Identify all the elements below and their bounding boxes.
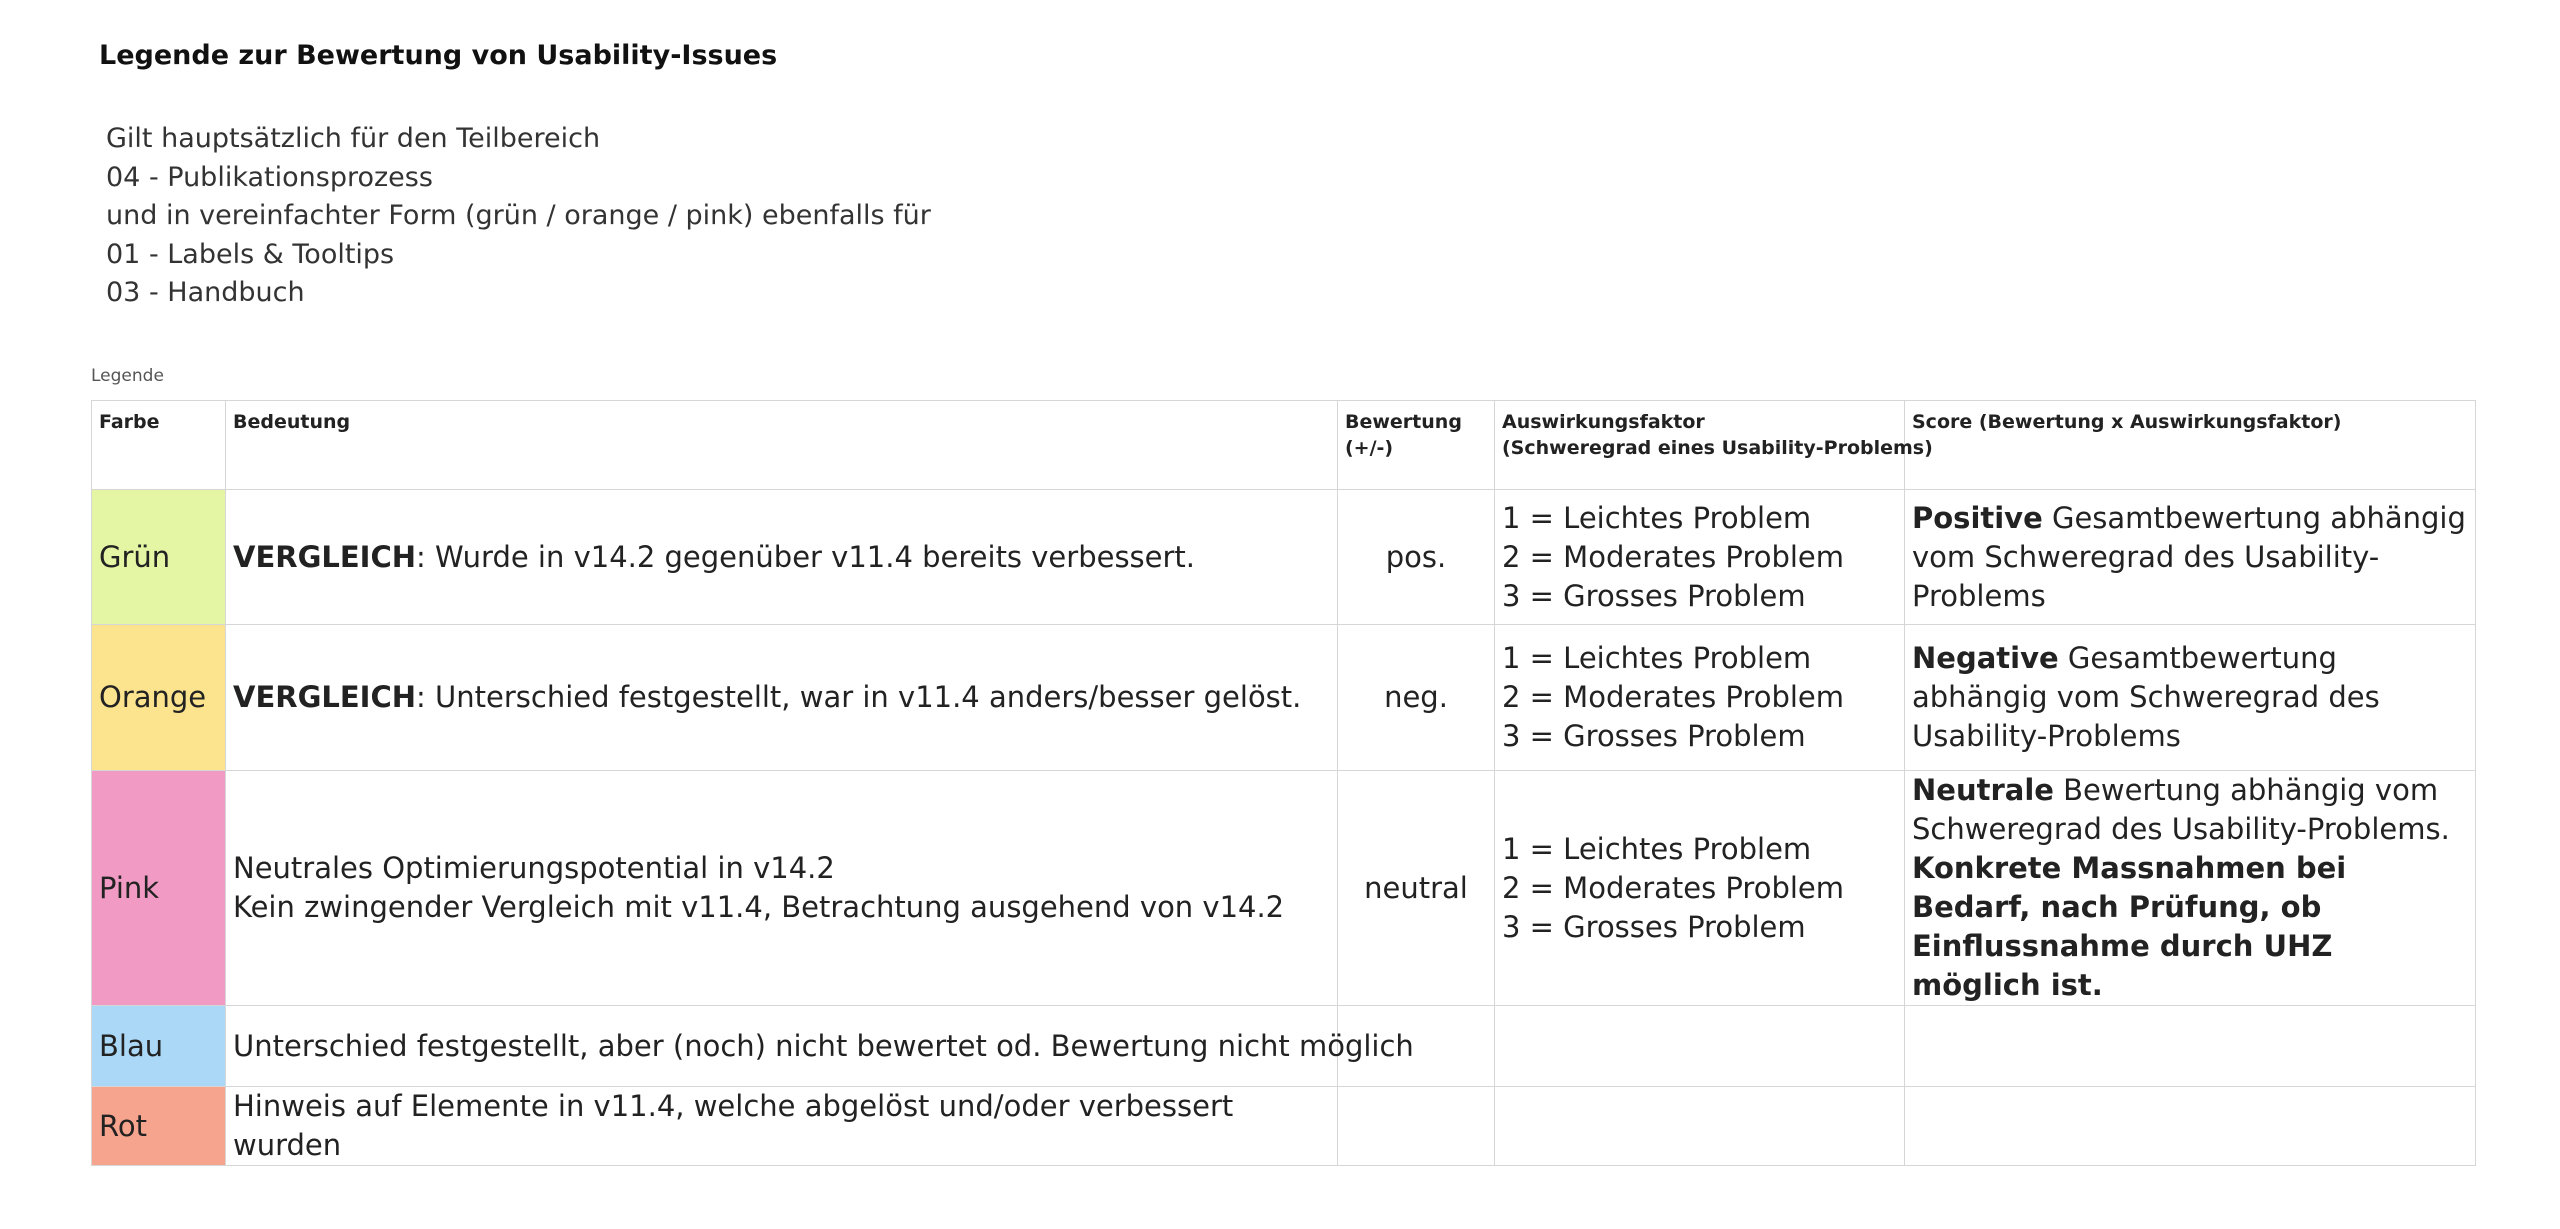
color-swatch-gruen: Grün [92, 490, 226, 625]
meaning-cell: VERGLEICH: Unterschied festgestellt, war in v11.4 anders/besser gelöst. [226, 625, 1338, 771]
rating-cell: neg. [1338, 625, 1495, 771]
table-header-row [92, 401, 2476, 490]
table-row [92, 490, 2476, 625]
meaning-cell: Neutrales Optimierungspotential in v14.2 Kein zwingender Vergleich mit v11.4, Betrachtung ausgehend von v14.2 [226, 771, 1338, 1006]
color-swatch-blau: Blau [92, 1006, 226, 1087]
color-swatch-rot: Rot [92, 1087, 226, 1166]
header-score: Score (Bewertung x Auswirkungsfaktor) [1905, 401, 2476, 490]
rating-cell: pos. [1338, 490, 1495, 625]
score-cell: Negative Gesamtbewertung abhängig vom Schweregrad des Usability-Problems [1905, 625, 2476, 771]
severity-cell [1495, 1006, 1905, 1087]
header-auswirkungsfaktor: Auswirkungsfaktor (Schweregrad eines Usability-Problems) [1495, 401, 1905, 490]
legend-caption: Legende [91, 366, 164, 386]
page-title: Legende zur Bewertung von Usability-Issues [99, 40, 778, 71]
intro-line: 03 - Handbuch [106, 277, 305, 308]
meaning-cell: Unterschied festgestellt, aber (noch) nicht bewertet od. Bewertung nicht möglich [226, 1006, 1338, 1087]
score-cell [1905, 1006, 2476, 1087]
severity-cell: 1 = Leichtes Problem 2 = Moderates Problem 3 = Grosses Problem [1495, 625, 1905, 771]
meaning-cell: Hinweis auf Elemente in v11.4, welche abgelöst und/oder verbessert wurden [226, 1087, 1338, 1166]
severity-cell [1495, 1087, 1905, 1166]
table-row [92, 1087, 2476, 1166]
rating-cell [1338, 1087, 1495, 1166]
intro-line: 01 - Labels & Tooltips [106, 238, 395, 270]
table-row [92, 771, 2476, 1006]
intro-line: und in vereinfachter Form (grün / orange / pink) ebenfalls für [106, 200, 931, 231]
table-row [92, 1006, 2476, 1087]
score-cell [1905, 1087, 2476, 1166]
color-swatch-orange: Orange [92, 625, 226, 771]
meaning-cell: VERGLEICH: Wurde in v14.2 gegenüber v11.4 bereits verbessert. [226, 490, 1338, 625]
table-row [92, 625, 2476, 771]
intro-line: Gilt hauptsätzlich für den Teilbereich [106, 123, 601, 154]
color-swatch-pink: Pink [92, 771, 226, 1006]
severity-cell: 1 = Leichtes Problem 2 = Moderates Problem 3 = Grosses Problem [1495, 771, 1905, 1006]
header-bewertung: Bewertung (+/-) [1338, 401, 1495, 490]
score-cell: Neutrale Bewertung abhängig vom Schweregrad des Usability-Problems. Konkrete Massnahmen bei Bedarf, nach Prüfung, ob Einflussnahme durch UHZ möglich ist. [1905, 771, 2476, 1006]
legend-table [91, 400, 2476, 1166]
score-cell: Positive Gesamtbewertung abhängig vom Schweregrad des Usability-Problems [1905, 490, 2476, 625]
intro-text [106, 120, 931, 313]
rating-cell: neutral [1338, 771, 1495, 1006]
intro-line: 04 - Publikationsprozess [106, 161, 433, 193]
header-bedeutung: Bedeutung [226, 401, 1338, 490]
severity-cell: 1 = Leichtes Problem 2 = Moderates Problem 3 = Grosses Problem [1495, 490, 1905, 625]
header-farbe: Farbe [92, 401, 226, 490]
